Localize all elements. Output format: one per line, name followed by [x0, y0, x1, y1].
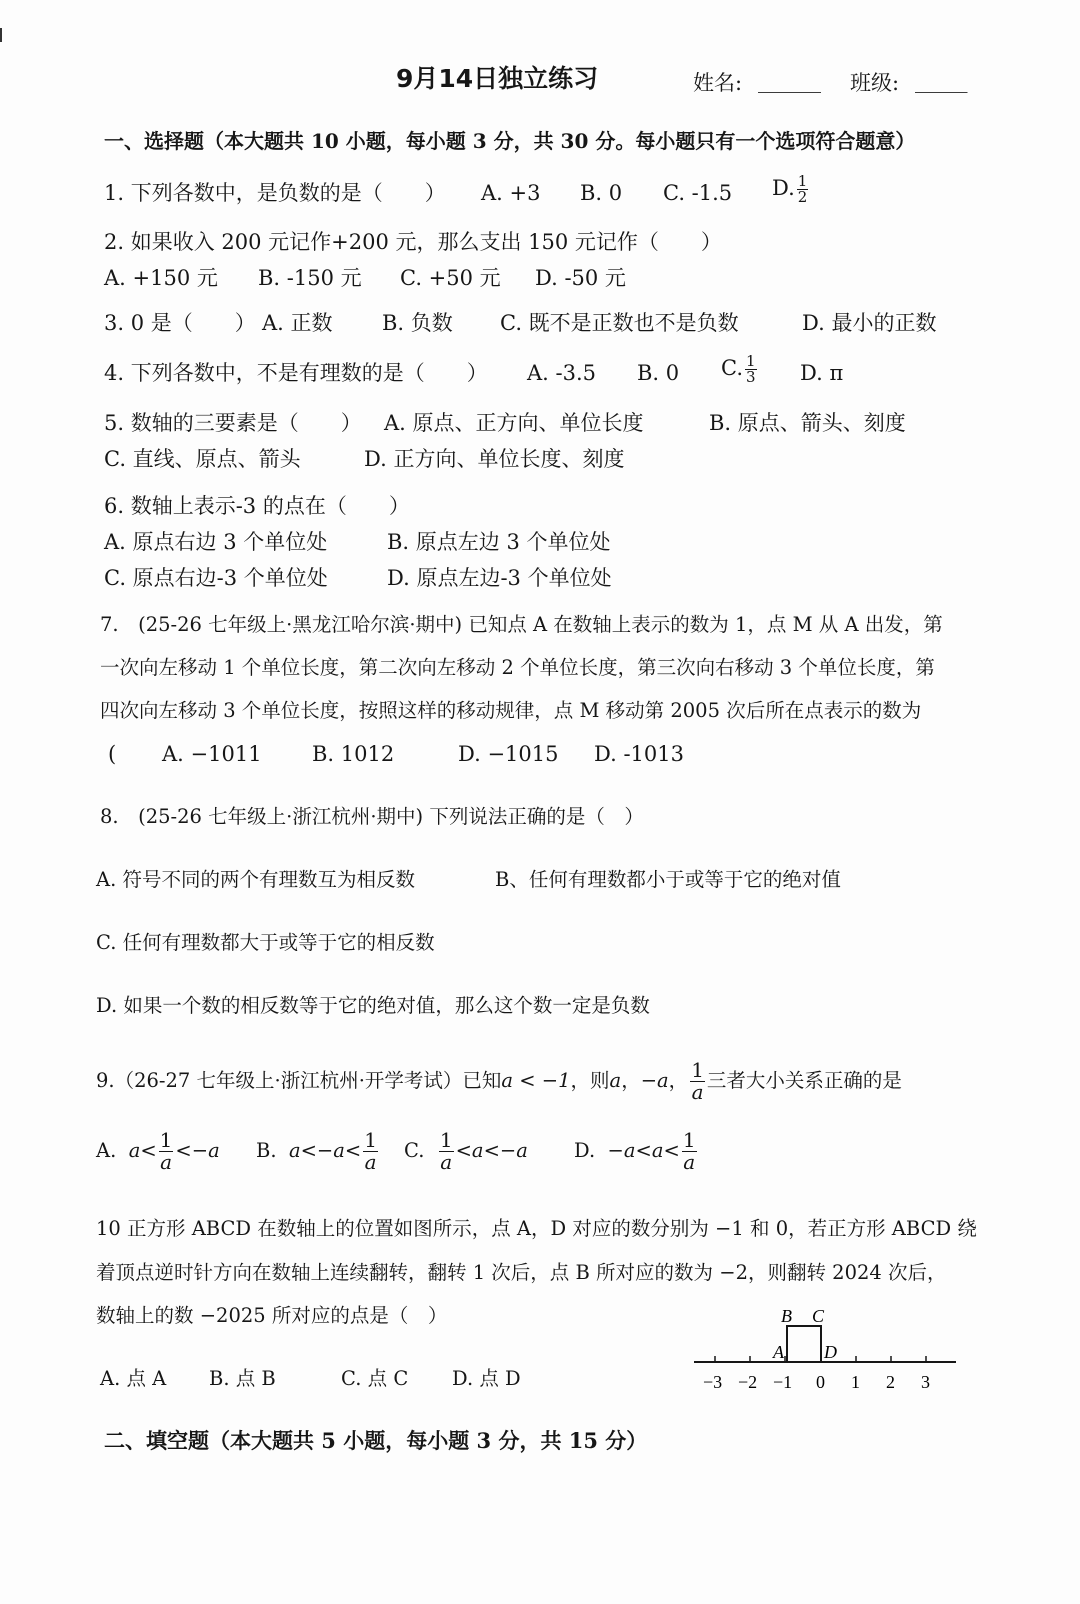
label-b: B [781, 1306, 792, 1326]
q9-option-b-label: B. [256, 1139, 277, 1162]
q4-option-c-label: C. [721, 356, 743, 380]
q1-option-b: B. 0 [580, 181, 623, 205]
q3-option-d: D. 最小的正数 [802, 311, 937, 335]
q2-option-c: C. +50 元 [400, 266, 501, 290]
q9-term-3-fraction [690, 1060, 705, 1103]
q7-line2: 一次向左移动 1 个单位长度，第二次向左移动 2 个单位长度，第三次向右移动 3 个单位长度，第 [100, 656, 935, 679]
q3-stem: 3. 0 是（ ） [104, 311, 256, 335]
q10-option-b: B. 点 B [209, 1367, 276, 1390]
name-blank: ______ [758, 69, 821, 93]
q6-stem: 6. 数轴上表示-3 的点在（ ） [104, 494, 410, 518]
q4-option-a: A. -3.5 [527, 361, 597, 385]
q7-option-a: A. −1011 [162, 742, 262, 766]
page-title: 9月14日独立练习 [396, 64, 599, 93]
q1-option-d-label: D. [772, 176, 795, 200]
q6-option-d: D. 原点左边-3 个单位处 [387, 566, 612, 590]
section1-heading: 一、选择题（本大题共 10 小题，每小题 3 分，共 30 分。每小题只有一个选项符合题意） [104, 129, 916, 153]
q4-option-d: D. π [800, 361, 844, 385]
q2-option-a: A. +150 元 [104, 266, 218, 290]
q9-option-a: A. a< $\frac{1}{a}$ <−a [96, 1128, 220, 1174]
q1-stem: 1. 下列各数中，是负数的是（ ） [104, 181, 446, 205]
q9-option-c: C. $\frac{1}{a}$ <a<−a [404, 1128, 528, 1174]
q5-option-b: B. 原点、箭头、刻度 [709, 411, 906, 435]
q9-option-a-label: A. [96, 1139, 117, 1162]
q8-stem: 8. (25-26 七年级上·浙江杭州·期中) 下列说法正确的是（ ） [100, 805, 644, 828]
label-d: D [824, 1342, 837, 1362]
q9-option-b: B. a<−a< $\frac{1}{a}$ [256, 1128, 377, 1174]
square-abcd [787, 1326, 821, 1362]
q9-term-1: a [609, 1069, 622, 1092]
q4-option-c [721, 354, 759, 385]
tick-label: −2 [738, 1372, 758, 1392]
q1-option-c: C. -1.5 [663, 181, 733, 205]
q9-term-3-denominator: a [691, 1080, 704, 1104]
q10-number-line-figure [688, 1300, 968, 1400]
q9-option-c-label: C. [404, 1139, 425, 1162]
q10-line2: 着顶点逆时针方向在数轴上连续翻转，翻转 1 次后，点 B 所对应的数为 −2，则翻转 2024 次后， [96, 1261, 947, 1284]
q7-open-paren: ( [108, 742, 117, 766]
q9-stem-suffix: 三者大小关系正确的是 [706, 1069, 902, 1092]
class-blank: _____ [915, 69, 968, 93]
q4-option-c-denominator: 3 [746, 368, 756, 386]
q9-term-3-numerator: 1 [691, 1058, 704, 1082]
q9-stem-prefix: 9.（26-27 七年级上·浙江杭州·开学考试）已知 [96, 1069, 502, 1092]
q9-term-2: −a [640, 1069, 669, 1092]
q7-option-b: B. 1012 [312, 742, 395, 766]
q7-option-c: D. −1015 [458, 742, 559, 766]
q6-option-b: B. 原点左边 3 个单位处 [387, 530, 611, 554]
scan-edge-mark [0, 28, 2, 42]
q3-option-c: C. 既不是正数也不是负数 [500, 311, 739, 335]
q8-option-a: A. 符号不同的两个有理数互为相反数 [96, 868, 415, 891]
q5-option-d: D. 正方向、单位长度、刻度 [364, 447, 625, 471]
q7-line3: 四次向左移动 3 个单位长度，按照这样的移动规律，点 M 移动第 2005 次后所在点表示的数为 [100, 699, 922, 722]
q1-option-a: A. +3 [481, 181, 541, 205]
class-label: 班级: [850, 71, 900, 95]
q2-stem: 2. 如果收入 200 元记作+200 元，那么支出 150 元记作（ ） [104, 230, 722, 254]
q4-stem: 4. 下列各数中，不是有理数的是（ ） [104, 361, 488, 385]
tick-label: 1 [851, 1372, 860, 1392]
label-c: C [812, 1306, 825, 1326]
q4-option-b: B. 0 [637, 361, 680, 385]
q1-option-d-fraction [797, 174, 809, 205]
q8-option-c: C. 任何有理数都大于或等于它的相反数 [96, 931, 435, 954]
q7-option-d: D. -1013 [594, 742, 684, 766]
q4-option-c-fraction [745, 354, 757, 385]
q3-option-a: A. 正数 [262, 311, 333, 335]
tick-label: 0 [816, 1372, 825, 1392]
q5-option-a: A. 原点、正方向、单位长度 [384, 411, 644, 435]
q2-option-b: B. -150 元 [258, 266, 362, 290]
q8-option-b: B、任何有理数都小于或等于它的绝对值 [495, 868, 841, 891]
q2-option-d: D. -50 元 [535, 266, 626, 290]
q10-option-a: A. 点 A [100, 1367, 167, 1390]
tick-label: 2 [886, 1372, 895, 1392]
q1-option-d-numerator: 1 [797, 172, 808, 190]
q9-option-d: D. −a<a< $\frac{1}{a}$ [574, 1128, 696, 1174]
q6-option-a: A. 原点右边 3 个单位处 [104, 530, 328, 554]
q6-option-c: C. 原点右边-3 个单位处 [104, 566, 328, 590]
q10-option-c: C. 点 C [341, 1367, 409, 1390]
q5-stem: 5. 数轴的三要素是（ ） [104, 411, 362, 435]
q9-stem: 9.（26-27 七年级上·浙江杭州·开学考试）已知a < −1，则a，−a， $\frac{1}{a}$ 三者大小关系正确的是 [96, 1058, 902, 1104]
q4-option-c-numerator: 1 [746, 352, 756, 370]
name-label: 姓名: [693, 71, 743, 95]
label-a: A [773, 1342, 784, 1362]
q5-option-c: C. 直线、原点、箭头 [104, 447, 301, 471]
tick-label: 3 [921, 1372, 930, 1392]
q9-condition: a < −1 [501, 1069, 571, 1092]
q9-stem-mid: ，则 [570, 1069, 610, 1092]
section2-heading: 二、填空题（本大题共 5 小题，每小题 3 分，共 15 分） [104, 1428, 648, 1453]
tick-label: −1 [773, 1372, 793, 1392]
q10-option-d: D. 点 D [452, 1367, 521, 1390]
tick-label: −3 [703, 1372, 723, 1392]
q7-line1: 7. (25-26 七年级上·黑龙江哈尔滨·期中) 已知点 A 在数轴上表示的数为 1，点 M 从 A 出发，第 [100, 613, 943, 636]
q10-line3: 数轴上的数 −2025 所对应的点是（ ） [96, 1304, 448, 1327]
q1-option-d [772, 174, 810, 205]
q3-option-b: B. 负数 [382, 311, 453, 335]
q9-option-d-label: D. [574, 1139, 596, 1162]
q1-option-d-denominator: 2 [797, 188, 808, 206]
q10-line1: 10 正方形 ABCD 在数轴上的位置如图所示，点 A，D 对应的数分别为 −1 和 0，若正方形 ABCD 绕 [96, 1217, 977, 1240]
q8-option-d: D. 如果一个数的相反数等于它的绝对值，那么这个数一定是负数 [96, 994, 650, 1017]
